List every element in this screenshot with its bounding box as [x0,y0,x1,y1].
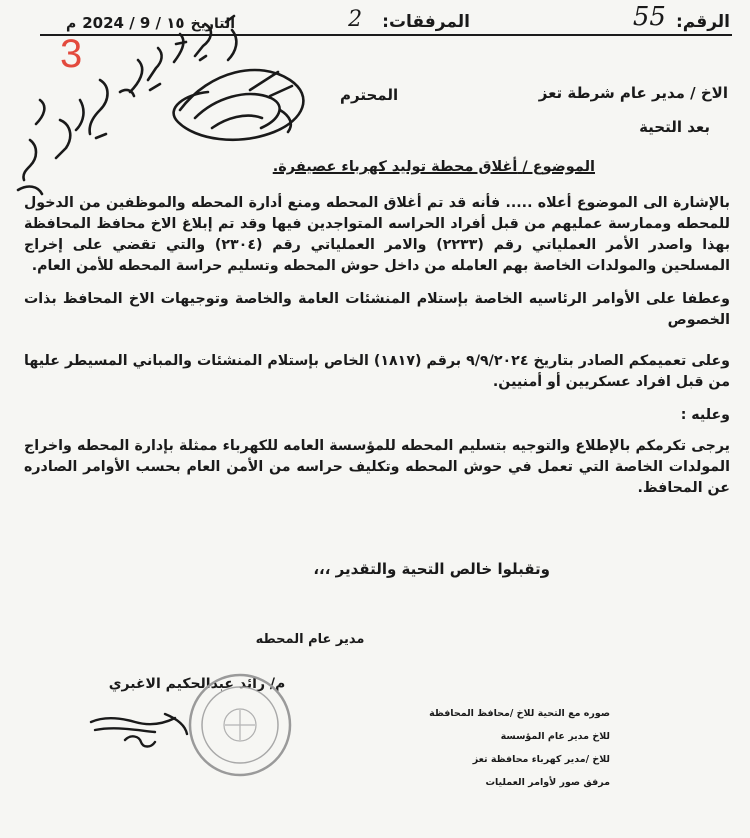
letter-body [24,193,730,499]
body-paragraph-3: وعلى تعميمكم الصادر بتاريخ ٩/٩/٢٠٢٤ برقم (١٨١٧) الخاص بإستلام المنشئات والمباني المسيطر عليها من قبل افراد عسكريين أو أمنيين. [24,353,730,390]
greeting: بعد التحية [639,118,710,136]
handwritten-signature [85,700,235,760]
body-paragraph-1: بالإشارة الى الموضوع أعلاه ..... فأنه قد تم أغلاق المحطه ومنع أدارة المحطه والموظفين من الدخول للمحطه وممارسة عمليهم من قبل أفراد الحراسه المتواجدين فيها وقد تم إبلاغ الاخ محافظ المحافظة بهذا واصدر الأمر العملياتي رقم (٢٢٣٣) والامر العملياتي رقم (٢٣٠٤) والتي تقضي على إخراج المسلحين والمولدات الخاصة بهم العامله من داخل حوش المحطه وتسليم حراسة المحطه للأمن العام. [24,195,731,274]
signatory-name: م/ رائد عبدالحكيم الاغبري [108,676,286,692]
signatory-title: مدير عام المحطه [255,632,365,647]
addressee-honorific: المحترم [340,86,399,104]
attachments-label: المرفقات: [382,12,470,32]
body-paragraph-4: وعليه : [680,407,730,423]
date-value: 2024 / 9 / ١٥ [82,14,185,32]
attachments-value: 2 [348,7,363,32]
annotation-number: 3 [60,32,83,76]
cc-item: صوره مع التحية للاخ /محافظ المحافظة [429,708,610,719]
addressee-to: الاخ / مدير عام شرطة تعز [538,84,728,102]
addressee-line [368,84,728,102]
subject-line [273,159,595,175]
closing-line: وتقبلوا خالص التحية والتقدير ،،، [313,560,550,578]
number-label: الرقم: [675,12,730,32]
number-field [610,0,730,32]
number-value: 55 [632,2,666,32]
subject-text: أغلاق محطة توليد كهرباء عصيفرة. [272,159,518,175]
cc-item: للاخ /مدير كهرباء محافظة تعز [472,754,610,765]
body-paragraph-5: يرجى تكرمكم بالإطلاع والتوجيه بتسليم المحطه للمؤسسة العامه للكهرباء ممثلة بإدارة المحطه واخراج المولدات الخاصة التي تعمل في حوش المحطه وتكليف حراسه من الأمن العام بحسب الأوامر الصادره عن المحافظ. [24,438,730,496]
attachments-field [345,0,470,32]
date-suffix: م [65,16,77,32]
cc-list [390,708,610,788]
subject-label: الموضوع / [522,159,595,175]
cc-item: للاخ مدير عام المؤسسة [500,731,610,742]
date-label: التاريخ [190,16,235,32]
body-paragraph-2: وعطفا على الأوامر الرئاسيه الخاصة بإستلام المنشئات العامة والخاصة وتوجيهات الاخ المحافظ بذات الخصوص [24,291,730,328]
cc-item: مرفق صور لأوامر العمليات [485,777,610,788]
